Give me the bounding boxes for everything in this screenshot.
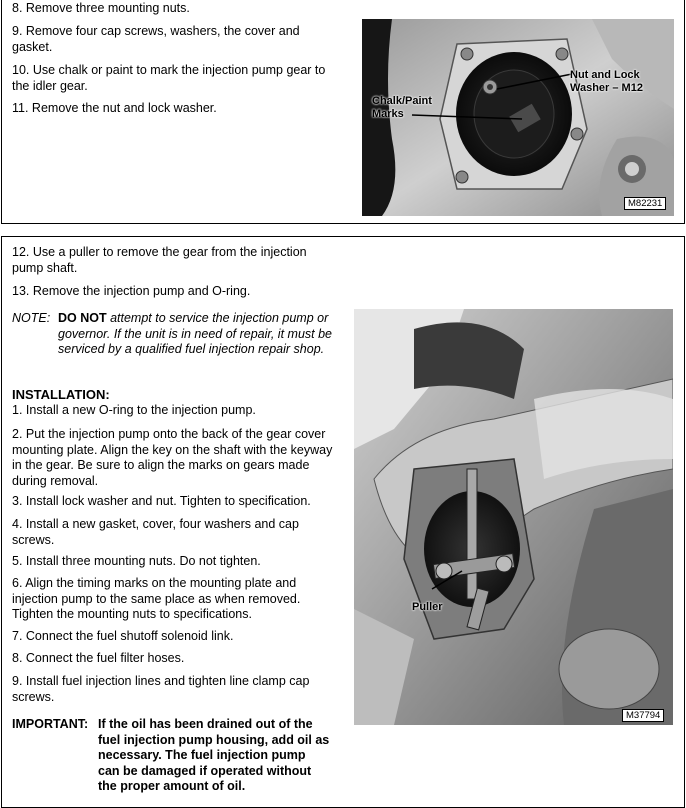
important-text: If the oil has been drained out of the fuel injection pump housing, add oil as necessary. The fuel injection pump can be damaged if operated without the proper amount of oil.: [98, 717, 330, 793]
figure-code-bottom: M37794: [622, 709, 664, 722]
install-step-7: 7. Connect the fuel shutoff solenoid link.: [12, 629, 234, 643]
install-step-9: 9. Install fuel injection lines and tighten line clamp cap screws.: [12, 674, 310, 704]
note-bold: DO NOT: [58, 311, 107, 325]
install-step-3: 3. Install lock washer and nut. Tighten to specification.: [12, 494, 311, 508]
injection-pump-photo-top: [362, 19, 674, 216]
important-label: IMPORTANT:: [12, 717, 89, 731]
note-block: [12, 311, 337, 358]
install-step-4: 4. Install a new gasket, cover, four washers and cap screws.: [12, 517, 299, 547]
important-block: [12, 717, 337, 795]
step-8-remove: 8. Remove three mounting nuts.: [12, 1, 190, 15]
install-step-5: 5. Install three mounting nuts. Do not tighten.: [12, 554, 261, 568]
injection-pump-photo-bottom: [354, 309, 673, 725]
install-step-2: 2. Put the injection pump onto the back of the gear cover mounting plate. Align the key on the shaft with the keyway in the gear. Be sure to align the marks on gears made during removal.: [12, 427, 333, 488]
install-step-1: 1. Install a new O-ring to the injection pump.: [12, 403, 256, 417]
step-9-remove: 9. Remove four cap screws, washers, the cover and gasket.: [12, 24, 300, 54]
figure-code-top: M82231: [624, 197, 666, 210]
note-text: attempt to service the injection pump or governor. If the unit is in need of repair, it must be serviced by a qualified fuel injection repair shop.: [58, 311, 332, 356]
callout-chalk-paint-marks: Chalk/Paint Marks: [372, 95, 432, 120]
install-step-6: 6. Align the timing marks on the mounting plate and injection pump to the same place as when removed. Tighten the mounting nuts to specifications.: [12, 576, 301, 621]
bottom-section: [1, 236, 685, 808]
install-step-8: 8. Connect the fuel filter hoses.: [12, 651, 185, 665]
callout-nut-lock-washer: Nut and Lock Washer – M12: [570, 69, 643, 94]
step-13-remove-pump: 13. Remove the injection pump and O-ring.: [12, 284, 251, 298]
step-12-puller: 12. Use a puller to remove the gear from the injection pump shaft.: [12, 245, 307, 275]
top-section: [1, 0, 685, 224]
puller-photo-graphic: [354, 309, 673, 725]
step-10-mark: 10. Use chalk or paint to mark the injection pump gear to the idler gear.: [12, 63, 326, 93]
note-label: NOTE:: [12, 311, 51, 325]
callout-puller: Puller: [412, 601, 443, 613]
installation-heading: INSTALLATION:: [12, 387, 110, 402]
step-11-remove: 11. Remove the nut and lock washer.: [12, 101, 217, 115]
